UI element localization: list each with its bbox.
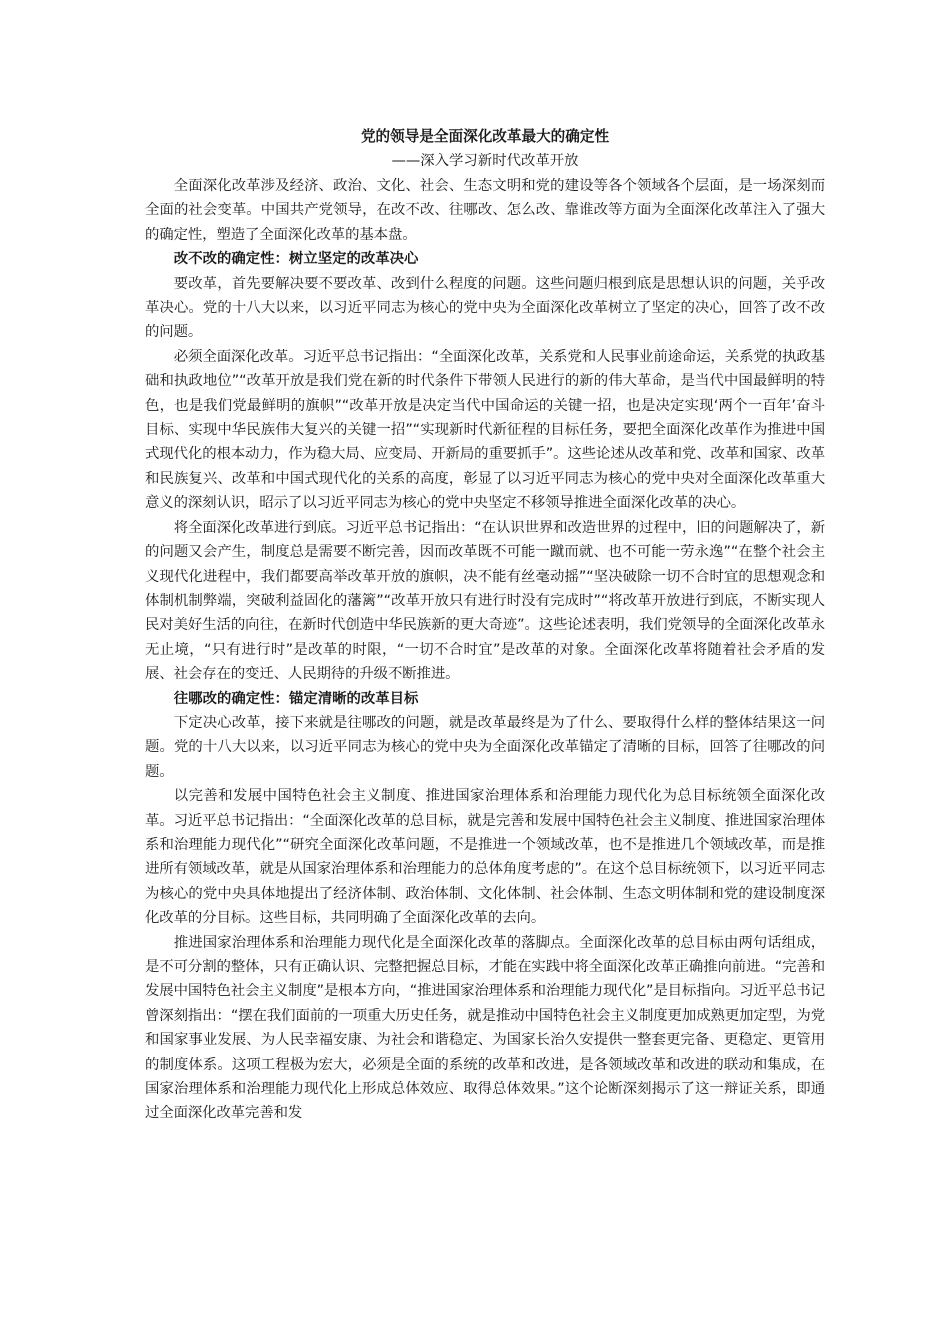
section-heading-2: 往哪改的确定性：锚定清晰的改革目标 <box>173 690 419 707</box>
section-heading-1: 改不改的确定性：树立坚定的改革决心 <box>173 251 419 268</box>
section2-paragraph-2: 以完善和发展中国特色社会主义制度、推进国家治理体系和治理能力现代化为总目标统领全面深化改革。习近平总书记指出：“全面深化改革的总目标，就是完善和发展中国特色社会主义制度、推进国家治理体系和治理能力现代化”“研究全面深化改革问题，不是推进一个领域改革，也不是推进几个领域改革，而是推进所有领域改革，就是从国家治理体系和治理能力的总体角度考虑的”。在这个总目标统领下，以习近平同志为核心的党中央具体地提出了经济体制、政治体制、文化体制、社会体制、生态文明体制和党的建设制度深化改革的分目标。这些目标，共同明确了全面深化改革的去向。 <box>145 788 825 927</box>
section2-paragraph-3: 推进国家治理体系和治理能力现代化是全面深化改革的落脚点。全面深化改革的总目标由两句话组成，是不可分割的整体，只有正确认识、完整把握总目标，才能在实践中将全面深化改革正确推向前进。“完善和发展中国特色社会主义制度”是根本方向，“推进国家治理体系和治理能力现代化”是目标指向。习近平总书记曾深刻指出：“摆在我们面前的一项重大历史任务，就是推动中国特色社会主义制度更加成熟更加定型，为党和国家事业发展、为人民幸福安康、为社会和谐稳定、为国家长治久安提供一整套更完备、更稳定、更管用的制度体系。这项工程极为宏大，必须是全面的系统的改革和改进，是各领域改革和改进的联动和集成，在国家治理体系和治理能力现代化上形成总体效应、取得总体效果。”这个论断深刻揭示了这一辩证关系，即通过全面深化改革完善和发 <box>145 934 825 1122</box>
section1-paragraph-3: 将全面深化改革进行到底。习近平总书记指出：“在认识世界和改造世界的过程中，旧的问题解决了，新的问题又会产生，制度总是需要不断完善，因而改革既不可能一蹴而就、也不可能一劳永逸”“在整个社会主义现代化进程中，我们都要高举改革开放的旗帜，决不能有丝毫动摇”“坚决破除一切不合时宜的思想观念和体制机制弊端，突破利益固化的藩篱”“改革开放只有进行时没有完成时”“将改革开放进行到底，不断实现人民对美好生活的向往，在新时代创造中华民族新的更大奇迹”。这些论述表明，我们党领导的全面深化改革永无止境，“只有进行时”是改革的时限，“一切不合时宜”是改革的对象。全面深化改革将随着社会矛盾的发展、社会存在的变迁、人民期待的升级不断推进。 <box>145 519 825 683</box>
document-subtitle: ——深入学习新时代改革开放 <box>391 153 579 169</box>
section1-paragraph-2: 必须全面深化改革。习近平总书记指出：“全面深化改革，关系党和人民事业前途命运，关系党的执政基础和执政地位”“改革开放是我们党在新的时代条件下带领人民进行的新的伟大革命，是当代中国最鲜明的特色，也是我们党最鲜明的旗帜”“改革开放是决定当代中国命运的关键一招，也是决定实现‘两个一百年’奋斗目标、实现中华民族伟大复兴的关键一招”“实现新时代新征程的目标任务，要把全面深化改革作为推进中国式现代化的根本动力，作为稳大局、应变局、开新局的重要抓手”。这些论述从改革和党、改革和国家、改革和民族复兴、改革和中国式现代化的关系的高度，彰显了以习近平同志为核心的党中央对全面深化改革重大意义的深刻认识，昭示了以习近平同志为核心的党中央坚定不移领导推进全面深化改革的决心。 <box>145 348 825 512</box>
document-title: 党的领导是全面深化改革最大的确定性 <box>360 128 610 145</box>
section1-paragraph-1: 要改革，首先要解决要不要改革、改到什么程度的问题。这些问题归根到底是思想认识的问题，关乎改革决心。党的十八大以来，以习近平同志为核心的党中央为全面深化改革树立了坚定的决心，回答了改不改的问题。 <box>145 275 825 341</box>
intro-paragraph: 全面深化改革涉及经济、政治、文化、社会、生态文明和党的建设等各个领域各个层面，是一场深刻而全面的社会变革。中国共产党领导，在改不改、往哪改、怎么改、靠谁改等方面为全面深化改革注入了强大的确定性，塑造了全面深化改革的基本盘。 <box>145 178 825 243</box>
section2-paragraph-1: 下定决心改革，接下来就是往哪改的问题，就是改革最终是为了什么、要取得什么样的整体结果这一问题。党的十八大以来，以习近平同志为核心的党中央为全面深化改革锚定了清晰的目标，回答了往哪改的问题。 <box>145 714 825 780</box>
document-page <box>145 125 825 1126</box>
